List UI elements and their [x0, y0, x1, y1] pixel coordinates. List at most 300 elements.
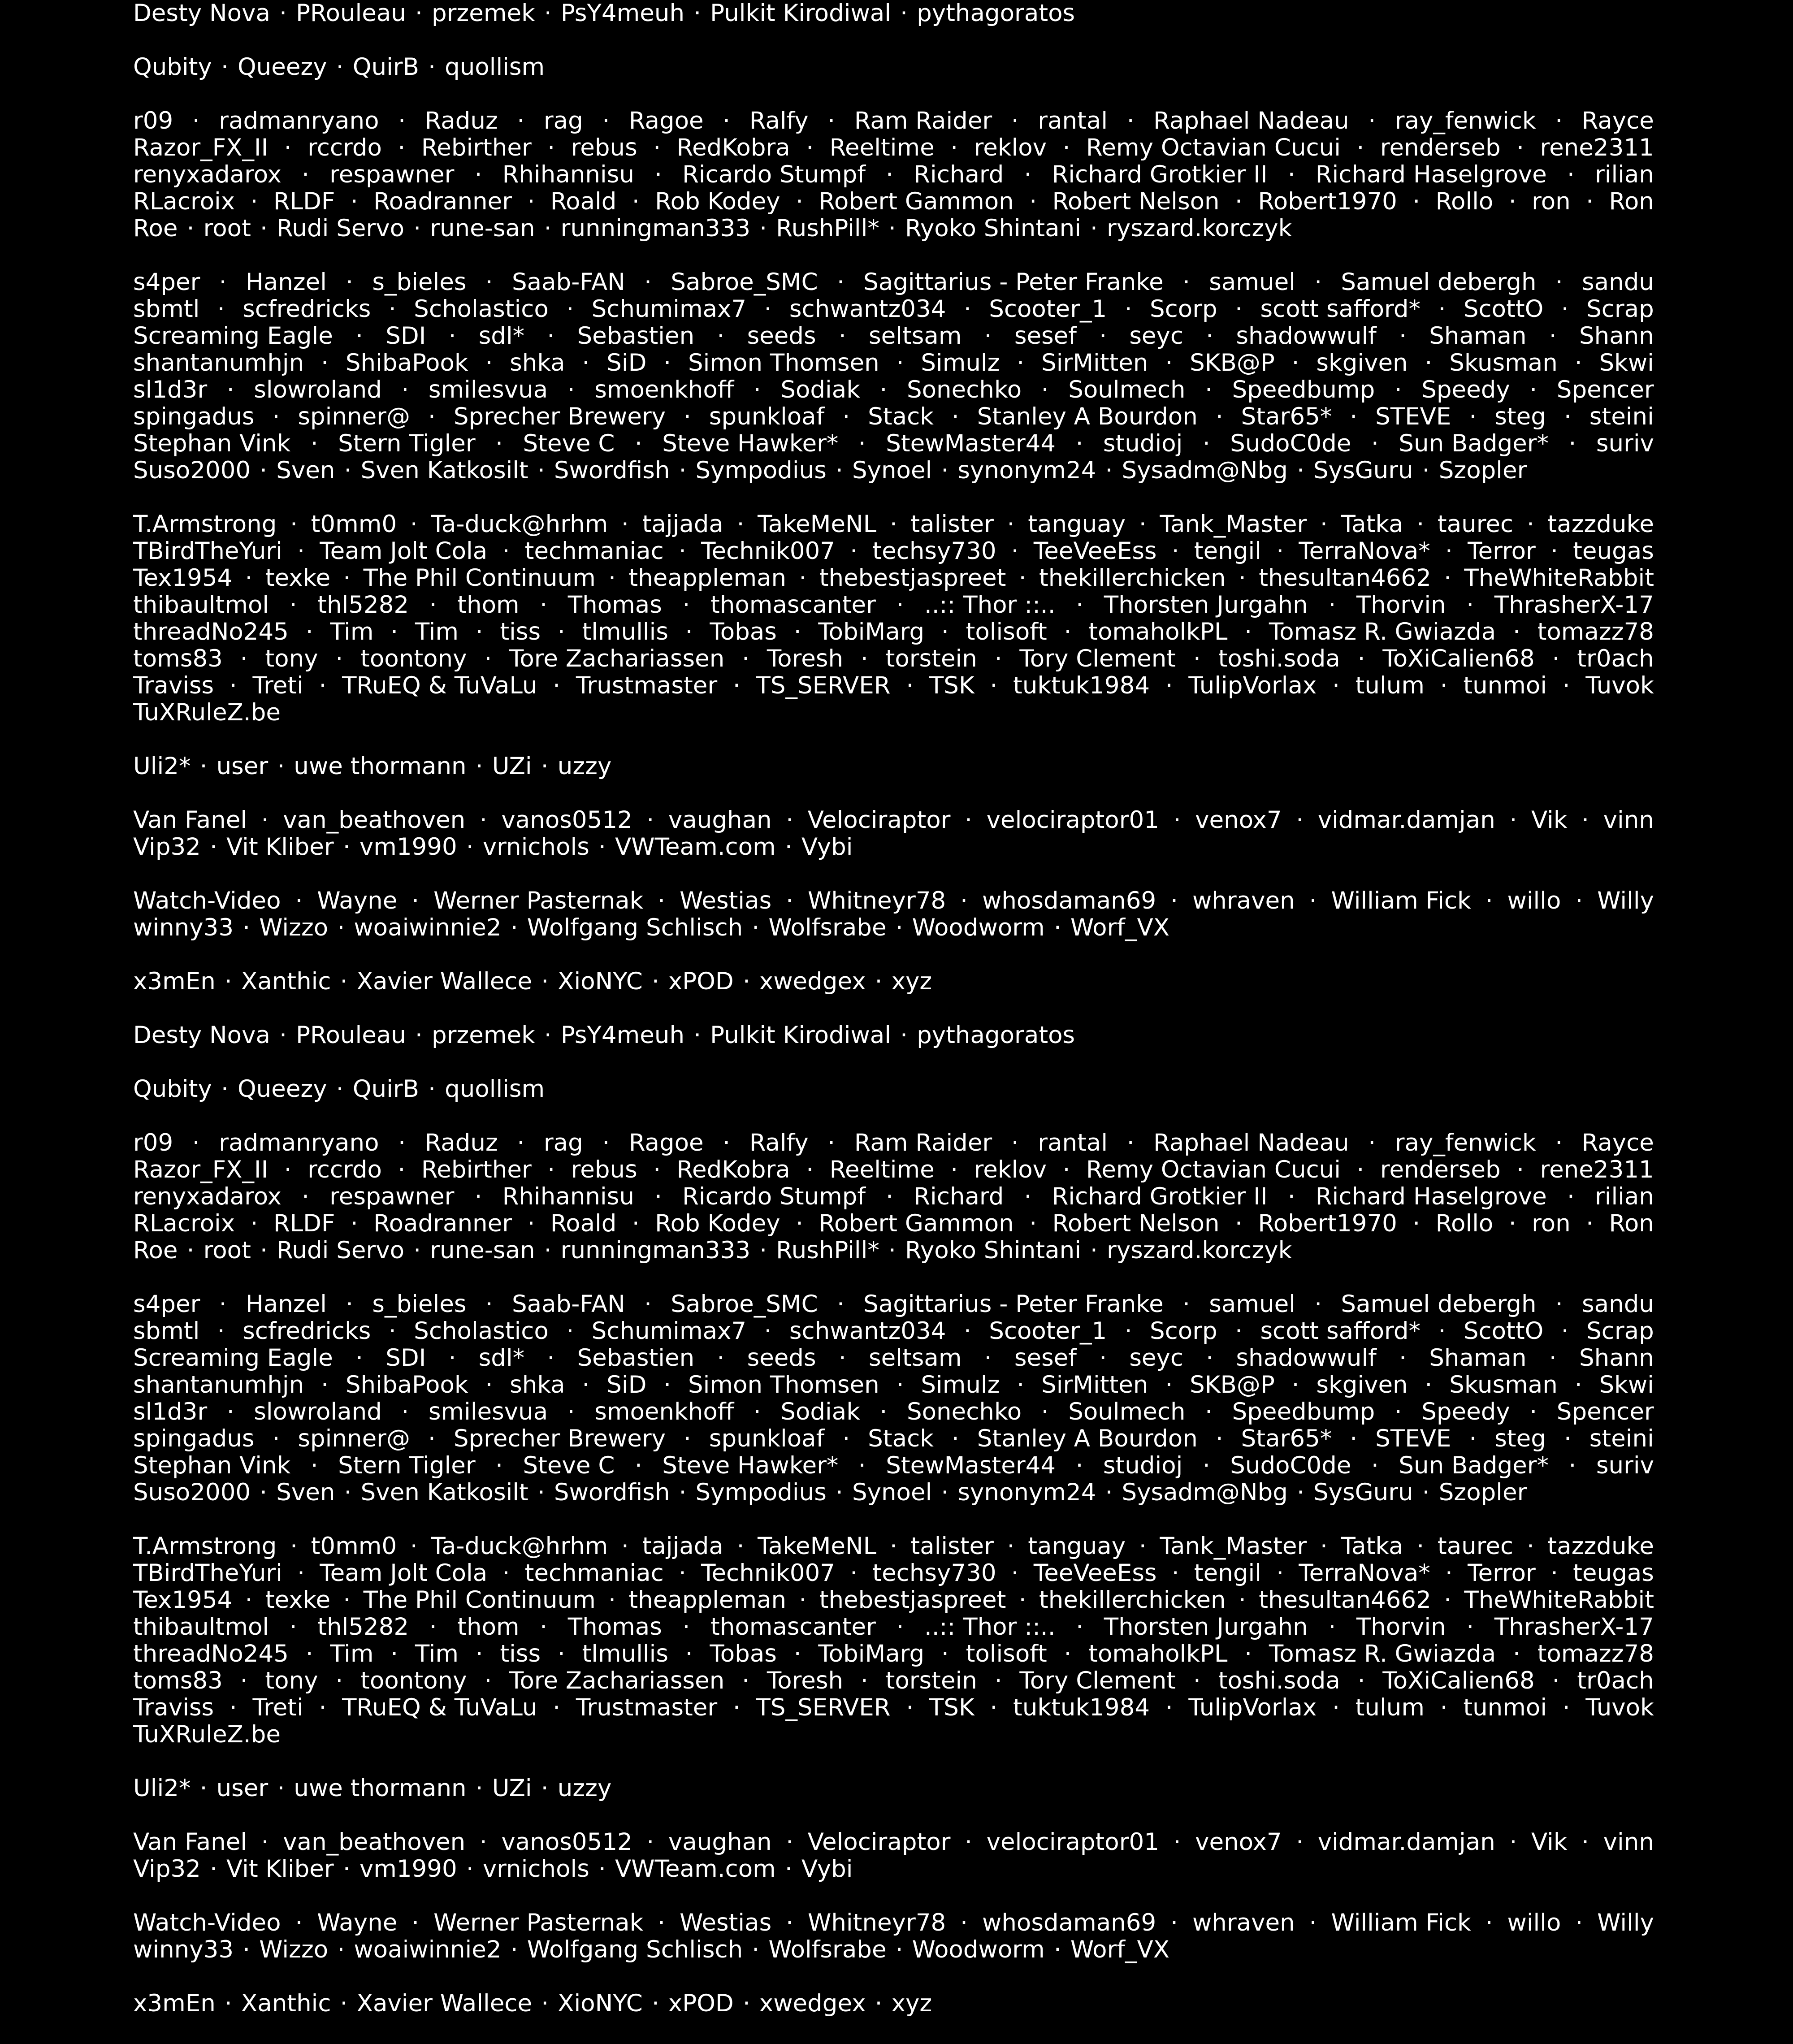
contributor-name: Sabroe_SMC	[671, 1291, 818, 1318]
separator-dot: ·	[1291, 1372, 1299, 1399]
contributor-name: reklov	[974, 134, 1047, 161]
separator-dot: ·	[654, 1183, 662, 1210]
contributor-name: Traviss	[133, 1694, 214, 1721]
contributor-name: s_bieles	[372, 269, 467, 296]
contributor-name: talister	[910, 511, 994, 538]
contributor-name: Vip32	[133, 834, 201, 861]
contributor-name: thibaultmol	[133, 1614, 269, 1641]
separator-dot: ·	[284, 134, 292, 161]
separator-dot: ·	[401, 377, 409, 403]
contributor-name: Saab-FAN	[511, 1291, 625, 1318]
separator-dot: ·	[682, 1614, 690, 1641]
separator-dot: ·	[658, 888, 666, 914]
contributor-name: rune-san	[430, 1237, 535, 1264]
contributor-name: Tomasz R. Gwiazda	[1269, 1641, 1496, 1667]
credits-group-q	[133, 1076, 1654, 1103]
separator-dot: ·	[240, 1667, 248, 1694]
contributor-name: vm1990	[359, 1856, 457, 1883]
contributor-name: Thomas	[567, 1614, 662, 1641]
credits-group-r	[133, 1130, 1654, 1264]
contributor-name: UZi	[492, 1775, 532, 1802]
contributor-name: RLDF	[273, 188, 335, 215]
separator-dot: ·	[886, 161, 894, 188]
contributor-name: Uli2*	[133, 1775, 191, 1802]
contributor-name: TBirdTheYuri	[133, 1560, 282, 1587]
separator-dot: ·	[941, 1479, 949, 1506]
contributor-name: Sonechko	[906, 377, 1022, 403]
separator-dot: ·	[1526, 1533, 1534, 1560]
contributor-name: Team Jolt Cola	[320, 538, 488, 565]
contributor-name: T.Armstrong	[133, 511, 277, 538]
separator-dot: ·	[678, 1560, 686, 1587]
contributor-name: synonym24	[957, 1479, 1096, 1506]
separator-dot: ·	[346, 269, 354, 296]
credits-line	[133, 1614, 1654, 1641]
separator-dot: ·	[1206, 323, 1214, 350]
separator-dot: ·	[1296, 1479, 1304, 1506]
contributor-name: sbmtl	[133, 296, 200, 323]
contributor-name: techmaniac	[524, 1560, 664, 1587]
separator-dot: ·	[272, 1425, 280, 1452]
separator-dot: ·	[984, 323, 992, 350]
separator-dot: ·	[466, 1856, 474, 1883]
contributor-name: ShibaPook	[345, 1372, 468, 1399]
contributor-name: Werner Pasternak	[433, 888, 644, 914]
separator-dot: ·	[764, 296, 772, 323]
contributor-name: thibaultmol	[133, 592, 269, 619]
contributor-name: Sodiak	[780, 377, 860, 403]
contributor-name: Scooter_1	[989, 296, 1107, 323]
separator-dot: ·	[335, 1667, 343, 1694]
separator-dot: ·	[479, 1829, 487, 1856]
contributor-name: Tim	[415, 619, 459, 645]
contributor-name: torstein	[885, 645, 977, 672]
contributor-name: Skwi	[1599, 350, 1654, 377]
separator-dot: ·	[390, 1641, 398, 1667]
contributor-name: Thorvin	[1356, 592, 1446, 619]
credits-line	[133, 1210, 1654, 1237]
separator-dot: ·	[1018, 1587, 1026, 1614]
contributor-name: TerraNova*	[1299, 1560, 1430, 1587]
contributor-name: Robert1970	[1258, 188, 1397, 215]
separator-dot: ·	[1445, 538, 1453, 565]
credits-group-w	[133, 1910, 1654, 1963]
contributor-name: Shaman	[1429, 1345, 1527, 1372]
contributor-name: Spencer	[1556, 1399, 1654, 1425]
credits-group-u	[133, 753, 1654, 780]
separator-dot: ·	[984, 1345, 992, 1372]
separator-dot: ·	[1575, 888, 1583, 914]
separator-dot: ·	[466, 834, 474, 861]
separator-dot: ·	[1581, 807, 1589, 834]
separator-dot: ·	[295, 888, 303, 914]
contributor-name: user	[216, 1775, 269, 1802]
contributor-name: Raduz	[424, 108, 498, 134]
separator-dot: ·	[537, 457, 545, 484]
credits-line	[133, 645, 1654, 672]
contributor-name: Whitneyr78	[807, 1910, 946, 1936]
separator-dot: ·	[858, 1452, 866, 1479]
contributor-name: winny33	[133, 914, 234, 941]
contributor-name: velociraptor01	[986, 1829, 1159, 1856]
contributor-name: Steve C	[523, 430, 615, 457]
separator-dot: ·	[485, 1291, 493, 1318]
credits-line	[133, 350, 1654, 377]
separator-dot: ·	[1076, 592, 1084, 619]
separator-dot: ·	[838, 323, 846, 350]
contributor-name: tajjada	[642, 1533, 723, 1560]
separator-dot: ·	[896, 1614, 904, 1641]
separator-dot: ·	[343, 565, 351, 592]
separator-dot: ·	[827, 108, 836, 134]
contributor-name: Speedy	[1421, 1399, 1510, 1425]
contributor-name: vinn	[1603, 1829, 1654, 1856]
contributor-name: Scorp	[1150, 296, 1217, 323]
contributor-name: seeds	[747, 323, 816, 350]
separator-dot: ·	[658, 1910, 666, 1936]
contributor-name: Raphael Nadeau	[1153, 108, 1349, 134]
credits-line	[133, 1990, 1654, 2017]
contributor-name: whraven	[1192, 888, 1295, 914]
contributor-name: Raphael Nadeau	[1153, 1130, 1349, 1156]
separator-dot: ·	[1422, 1479, 1430, 1506]
credits-line	[133, 511, 1654, 538]
contributor-name: tajjada	[642, 511, 723, 538]
contributor-name: root	[203, 215, 251, 242]
separator-dot: ·	[1235, 1318, 1243, 1345]
contributor-name: Richard	[914, 1183, 1004, 1210]
contributor-name: Woodworm	[912, 1936, 1045, 1963]
separator-dot: ·	[634, 430, 642, 457]
contributor-name: steg	[1494, 403, 1546, 430]
separator-dot: ·	[474, 1183, 482, 1210]
contributor-name: Desty Nova	[133, 1022, 270, 1049]
separator-dot: ·	[752, 1936, 760, 1963]
contributor-name: willo	[1507, 1910, 1561, 1936]
contributor-name: tolisoft	[966, 619, 1047, 645]
contributor-name: sl1d3r	[133, 1399, 208, 1425]
contributor-name: Rob Kodey	[655, 188, 780, 215]
contributor-name: xyz	[891, 968, 932, 995]
contributor-name: scfredricks	[243, 296, 371, 323]
credits-line	[133, 1156, 1654, 1183]
separator-dot: ·	[1562, 672, 1570, 699]
contributor-name: woaiwinnie2	[354, 1936, 502, 1963]
contributor-name: t0mm0	[311, 511, 397, 538]
separator-dot: ·	[510, 1936, 518, 1963]
credits-line	[133, 699, 1654, 726]
separator-dot: ·	[290, 1533, 298, 1560]
contributor-name: rantal	[1038, 1130, 1108, 1156]
contributor-name: tunmoi	[1463, 672, 1547, 699]
separator-dot: ·	[350, 1210, 358, 1237]
credits-line	[133, 403, 1654, 430]
separator-dot: ·	[1099, 1345, 1107, 1372]
contributor-name: William Fick	[1331, 1910, 1471, 1936]
separator-dot: ·	[941, 457, 949, 484]
separator-dot: ·	[302, 161, 309, 188]
separator-dot: ·	[850, 1560, 858, 1587]
separator-dot: ·	[835, 457, 843, 484]
contributor-name: Treti	[252, 1694, 303, 1721]
separator-dot: ·	[566, 1318, 574, 1345]
separator-dot: ·	[888, 1237, 896, 1264]
credits-line	[133, 430, 1654, 457]
separator-dot: ·	[1555, 269, 1563, 296]
separator-dot: ·	[1011, 1560, 1019, 1587]
contributor-name: Robert Gammon	[819, 188, 1014, 215]
separator-dot: ·	[1509, 1829, 1517, 1856]
separator-dot: ·	[219, 1291, 227, 1318]
separator-dot: ·	[1529, 1399, 1537, 1425]
contributor-name: Watch-Video	[133, 1910, 281, 1936]
separator-dot: ·	[319, 672, 327, 699]
contributor-name: sdl*	[478, 1345, 525, 1372]
separator-dot: ·	[1126, 1130, 1135, 1156]
contributor-name: Vybi	[801, 1856, 853, 1883]
separator-dot: ·	[1581, 1829, 1589, 1856]
contributor-name: Stephan Vink	[133, 1452, 291, 1479]
contributor-name: spunkloaf	[709, 1425, 825, 1452]
contributor-name: SiD	[606, 1372, 647, 1399]
contributor-name: Van Fanel	[133, 807, 247, 834]
credits-line	[133, 134, 1654, 161]
contributor-name: respawner	[329, 1183, 455, 1210]
separator-dot: ·	[1445, 1560, 1453, 1587]
separator-dot: ·	[1173, 1829, 1181, 1856]
contributor-name: RedKobra	[676, 134, 790, 161]
contributor-name: Stephan Vink	[133, 430, 291, 457]
contributor-name: Saab-FAN	[511, 269, 625, 296]
contributor-name: Tory Clement	[1019, 1667, 1176, 1694]
contributor-name: vaughan	[668, 1829, 772, 1856]
contributor-name: Terror	[1468, 538, 1536, 565]
contributor-name: venox7	[1195, 807, 1282, 834]
separator-dot: ·	[753, 377, 761, 403]
separator-dot: ·	[1041, 377, 1049, 403]
contributor-name: SDI	[385, 323, 426, 350]
contributor-name: Sebastien	[577, 323, 695, 350]
contributor-name: Van Fanel	[133, 1829, 247, 1856]
separator-dot: ·	[838, 1345, 846, 1372]
credits-group-s	[133, 269, 1654, 484]
separator-dot: ·	[250, 1210, 258, 1237]
separator-dot: ·	[1555, 1291, 1563, 1318]
separator-dot: ·	[842, 403, 850, 430]
separator-dot: ·	[796, 1210, 803, 1237]
separator-dot: ·	[1276, 538, 1284, 565]
separator-dot: ·	[413, 215, 421, 242]
separator-dot: ·	[321, 350, 329, 377]
contributor-name: Schumimax7	[591, 1318, 747, 1345]
separator-dot: ·	[219, 269, 227, 296]
separator-dot: ·	[229, 1694, 237, 1721]
contributor-name: TakeMeNL	[758, 1533, 877, 1560]
contributor-name: tlmullis	[582, 1641, 668, 1667]
contributor-name: Sympodius	[695, 1479, 827, 1506]
separator-dot: ·	[1526, 511, 1534, 538]
separator-dot: ·	[250, 188, 258, 215]
contributor-name: sandu	[1582, 1291, 1654, 1318]
separator-dot: ·	[736, 1533, 745, 1560]
separator-dot: ·	[1064, 1641, 1072, 1667]
separator-dot: ·	[474, 161, 482, 188]
contributor-name: Shann	[1579, 323, 1654, 350]
contributor-name: TheWhiteRabbit	[1464, 1587, 1654, 1614]
contributor-name: shadowwulf	[1236, 1345, 1377, 1372]
contributor-name: Roadranner	[373, 1210, 512, 1237]
contributor-name: Desty Nova	[133, 0, 270, 27]
contributor-name: vrnichols	[482, 834, 589, 861]
separator-dot: ·	[742, 645, 749, 672]
contributor-name: RedKobra	[676, 1156, 790, 1183]
contributor-name: r09	[133, 1130, 173, 1156]
contributor-name: Wolfgang Schlisch	[527, 914, 743, 941]
contributor-name: runningman333	[560, 215, 751, 242]
separator-dot: ·	[411, 888, 420, 914]
separator-dot: ·	[879, 377, 888, 403]
contributor-name: Tim	[330, 619, 374, 645]
contributor-name: ThrasherX-17	[1494, 1614, 1654, 1641]
separator-dot: ·	[1182, 1291, 1190, 1318]
separator-dot: ·	[1575, 1910, 1583, 1936]
credits-line	[133, 1856, 1654, 1883]
separator-dot: ·	[1075, 430, 1083, 457]
separator-dot: ·	[1332, 1694, 1340, 1721]
separator-dot: ·	[900, 1022, 908, 1049]
contributor-name: VWTeam.com	[615, 1856, 776, 1883]
contributor-name: vanos0512	[501, 1829, 632, 1856]
separator-dot: ·	[527, 188, 535, 215]
contributor-name: przemek	[432, 0, 535, 27]
separator-dot: ·	[388, 1318, 396, 1345]
separator-dot: ·	[736, 511, 745, 538]
contributor-name: venox7	[1195, 1829, 1282, 1856]
separator-dot: ·	[567, 1399, 575, 1425]
separator-dot: ·	[260, 1237, 268, 1264]
separator-dot: ·	[906, 1694, 914, 1721]
credits-group-x	[133, 968, 1654, 995]
separator-dot: ·	[336, 1076, 344, 1103]
separator-dot: ·	[1371, 1452, 1379, 1479]
separator-dot: ·	[875, 1990, 883, 2017]
contributor-name: Thorsten Jurgahn	[1104, 1614, 1308, 1641]
separator-dot: ·	[682, 592, 690, 619]
separator-dot: ·	[398, 108, 406, 134]
separator-dot: ·	[1357, 645, 1365, 672]
separator-dot: ·	[799, 565, 807, 592]
credits-group-p	[133, 0, 1654, 27]
separator-dot: ·	[1076, 1614, 1084, 1641]
credits-line	[133, 1318, 1654, 1345]
separator-dot: ·	[502, 538, 510, 565]
credits-line	[133, 1130, 1654, 1156]
separator-dot: ·	[448, 1345, 456, 1372]
contributor-name: STEVE	[1375, 1425, 1451, 1452]
separator-dot: ·	[1563, 403, 1572, 430]
contributor-name: rune-san	[430, 215, 535, 242]
separator-dot: ·	[602, 108, 610, 134]
separator-dot: ·	[428, 403, 436, 430]
separator-dot: ·	[547, 134, 555, 161]
credits-group-t	[133, 511, 1654, 726]
contributor-name: Razor_FX_II	[133, 1156, 269, 1183]
contributor-name: shka	[510, 1372, 565, 1399]
contributor-name: Rollo	[1435, 188, 1494, 215]
separator-dot: ·	[557, 1641, 565, 1667]
contributor-name: ShibaPook	[345, 350, 468, 377]
contributor-name: sesef	[1014, 323, 1077, 350]
contributor-name: renyxadarox	[133, 1183, 282, 1210]
contributor-name: TakeMeNL	[758, 511, 877, 538]
contributor-name: Scholastico	[414, 296, 549, 323]
separator-dot: ·	[693, 0, 702, 27]
contributor-name: SysGuru	[1313, 1479, 1413, 1506]
separator-dot: ·	[475, 753, 483, 780]
contributor-name: shantanumhjn	[133, 1372, 304, 1399]
contributor-name: toshi.soda	[1218, 1667, 1340, 1694]
contributor-name: SysGuru	[1313, 457, 1413, 484]
separator-dot: ·	[495, 430, 503, 457]
contributor-name: Tex1954	[133, 1587, 233, 1614]
contributor-name: respawner	[329, 161, 455, 188]
contributor-name: Robert Nelson	[1052, 1210, 1220, 1237]
contributor-name: studioj	[1103, 430, 1183, 457]
separator-dot: ·	[305, 619, 313, 645]
contributor-name: torstein	[885, 1667, 977, 1694]
contributor-name: Roald	[550, 1210, 617, 1237]
separator-dot: ·	[752, 914, 760, 941]
separator-dot: ·	[192, 1130, 200, 1156]
separator-dot: ·	[1552, 1667, 1560, 1694]
credits-line	[133, 1936, 1654, 1963]
contributor-name: quollism	[445, 54, 545, 81]
separator-dot: ·	[297, 538, 305, 565]
separator-dot: ·	[210, 834, 217, 861]
separator-dot: ·	[1328, 1614, 1336, 1641]
separator-dot: ·	[888, 215, 896, 242]
credits-line	[133, 565, 1654, 592]
contributor-name: seltsam	[869, 323, 962, 350]
contributor-name: Technik007	[701, 538, 835, 565]
separator-dot: ·	[336, 54, 344, 81]
credits-group-v	[133, 1829, 1654, 1883]
contributor-name: Westias	[680, 888, 772, 914]
separator-dot: ·	[941, 619, 949, 645]
contributor-name: Steve Hawker*	[662, 430, 839, 457]
separator-dot: ·	[284, 1156, 292, 1183]
contributor-name: ron	[1532, 188, 1571, 215]
separator-dot: ·	[582, 1372, 590, 1399]
contributor-name: PsY4meuh	[560, 0, 685, 27]
contributor-name: Scrap	[1586, 1318, 1654, 1345]
separator-dot: ·	[415, 1022, 423, 1049]
contributor-name: sl1d3r	[133, 377, 208, 403]
contributor-name: scott safford*	[1260, 296, 1421, 323]
separator-dot: ·	[685, 619, 693, 645]
contributor-name: velociraptor01	[986, 807, 1159, 834]
separator-dot: ·	[764, 1318, 772, 1345]
contributor-name: Terror	[1468, 1560, 1536, 1587]
separator-dot: ·	[398, 1130, 406, 1156]
separator-dot: ·	[1291, 350, 1299, 377]
credits-group-p	[133, 1022, 1654, 1049]
credits-line	[133, 672, 1654, 699]
separator-dot: ·	[1017, 1372, 1025, 1399]
credits-line	[133, 1775, 1654, 1802]
credits-line	[133, 538, 1654, 565]
contributor-name: Tomasz R. Gwiazda	[1269, 619, 1496, 645]
